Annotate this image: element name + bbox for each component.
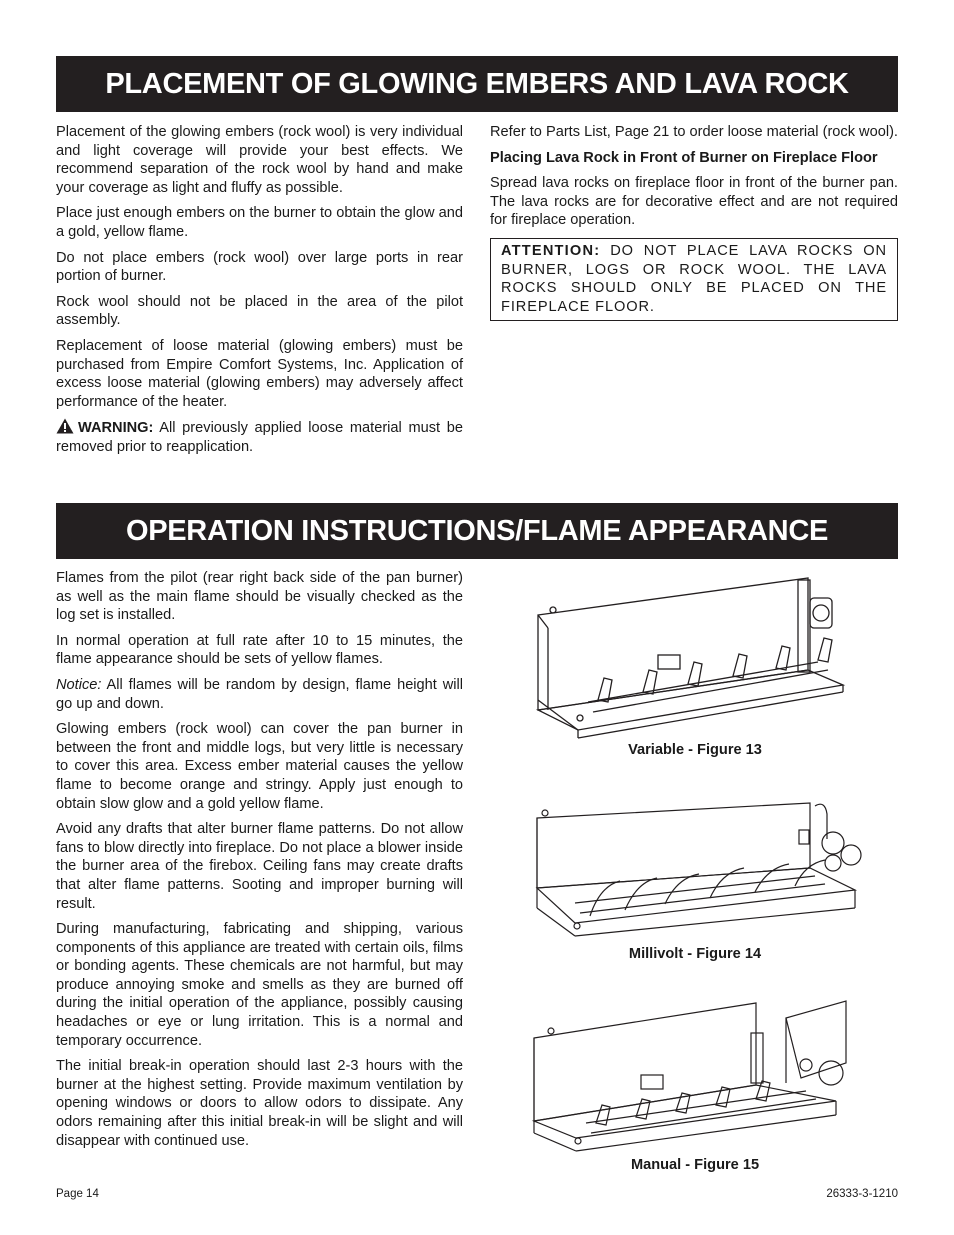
- section-title-placement: PLACEMENT OF GLOWING EMBERS AND LAVA ROCK: [56, 56, 898, 112]
- paragraph: Spread lava rocks on fireplace floor in front of the burner pan. The lava rocks are for decorative effect and are not required for fireplace operation.: [490, 175, 898, 229]
- placement-right-column: [490, 123, 898, 321]
- warning-paragraph: [56, 418, 463, 456]
- attention-box: [490, 238, 898, 321]
- paragraph: Placement of the glowing embers (rock wool) is very individual and light coverage will provide your best effects. We recommend separation of the rock wool by hand and make your coverage as light and fluffy as possible.: [56, 124, 463, 196]
- paragraph: Avoid any drafts that alter burner flame patterns. Do not allow fans to blow directly into fireplace. Do not place a blower inside the burner area of the firebox. Ceiling fans may create drafts that alter flame patterns. Sooting and improper burning will result.: [56, 821, 463, 912]
- warning-text: All previously applied loose material must be removed prior to reapplication.: [56, 420, 463, 455]
- notice-text: All flames will be random by design, flame height will go up and down.: [56, 676, 463, 712]
- millivolt-burner-illustration: [515, 798, 875, 940]
- figure-14-caption: Millivolt - Figure 14: [628, 946, 762, 962]
- figure-15-caption: Manual - Figure 15: [630, 1157, 760, 1173]
- paragraph: Rock wool should not be placed in the area of the pilot assembly.: [56, 293, 463, 329]
- variable-burner-illustration: [518, 570, 868, 740]
- document-number: 26333-3-1210: [826, 1188, 898, 1200]
- warning-label: WARNING:: [78, 420, 154, 437]
- attention-text: DO NOT PLACE LAVA ROCKS ON BURNER, LOGS OR ROCK WOOL. THE LAVA ROCKS SHOULD ONLY BE PLACED ON THE FIREPLACE FLOOR.: [501, 242, 887, 315]
- paragraph: Replacement of loose material (glowing embers) must be purchased from Empire Comfort Systems, Inc. Application of excess loose material (glowing embers) may adversely affect performance of the heater.: [56, 337, 463, 410]
- attention-label: ATTENTION:: [501, 242, 601, 259]
- notice-label: Notice:: [56, 676, 102, 693]
- paragraph: Flames from the pilot (rear right back side of the pan burner) as well as the main flame should be visually checked as the log set is installed.: [56, 570, 463, 624]
- paragraph: Refer to Parts List, Page 21 to order loose material (rock wool).: [490, 124, 898, 140]
- paragraph: Glowing embers (rock wool) can cover the pan burner in between the front and middle logs, but very little is necessary to cover this area. Excess ember material causes the yellow flame to become orange and stringy. Apply just enough to obtain slow glow and a gold yellow flame.: [56, 721, 463, 812]
- operation-left-column: [56, 569, 463, 1157]
- page-number: Page 14: [56, 1188, 99, 1200]
- section-title-operation: OPERATION INSTRUCTIONS/FLAME APPEARANCE: [56, 503, 898, 559]
- figure-13-caption: Variable - Figure 13: [628, 742, 762, 758]
- paragraph: During manufacturing, fabricating and shipping, various components of this appliance are treated with certain oils, films or bonding agents. These chemicals are not harmful, but may produce annoying smoke and smells as they are burned off during the initial operation of the appliance, possibly causing headaches or eye or lung irritation. This is a normal and temporary occurrence.: [56, 921, 463, 1049]
- notice-paragraph: [56, 676, 463, 713]
- placement-left-column: [56, 123, 463, 464]
- paragraph: Place just enough embers on the burner to obtain the glow and a gold, yellow flame.: [56, 205, 463, 240]
- manual-burner-illustration: [516, 993, 861, 1153]
- warning-triangle-icon: [56, 418, 74, 434]
- subheading-lava-rock: Placing Lava Rock in Front of Burner on Fireplace Floor: [490, 149, 878, 166]
- paragraph: The initial break-in operation should last 2-3 hours with the burner at the highest setting. Provide maximum ventilation by opening windows or doors to allow odors to dissipate. Any odors remaining after this initial break-in will be slight and will disappear with continued use.: [56, 1058, 463, 1149]
- paragraph: In normal operation at full rate after 10 to 15 minutes, the flame appearance should be sets of yellow flames.: [56, 632, 463, 668]
- paragraph: Do not place embers (rock wool) over large ports in rear portion of burner.: [56, 249, 463, 285]
